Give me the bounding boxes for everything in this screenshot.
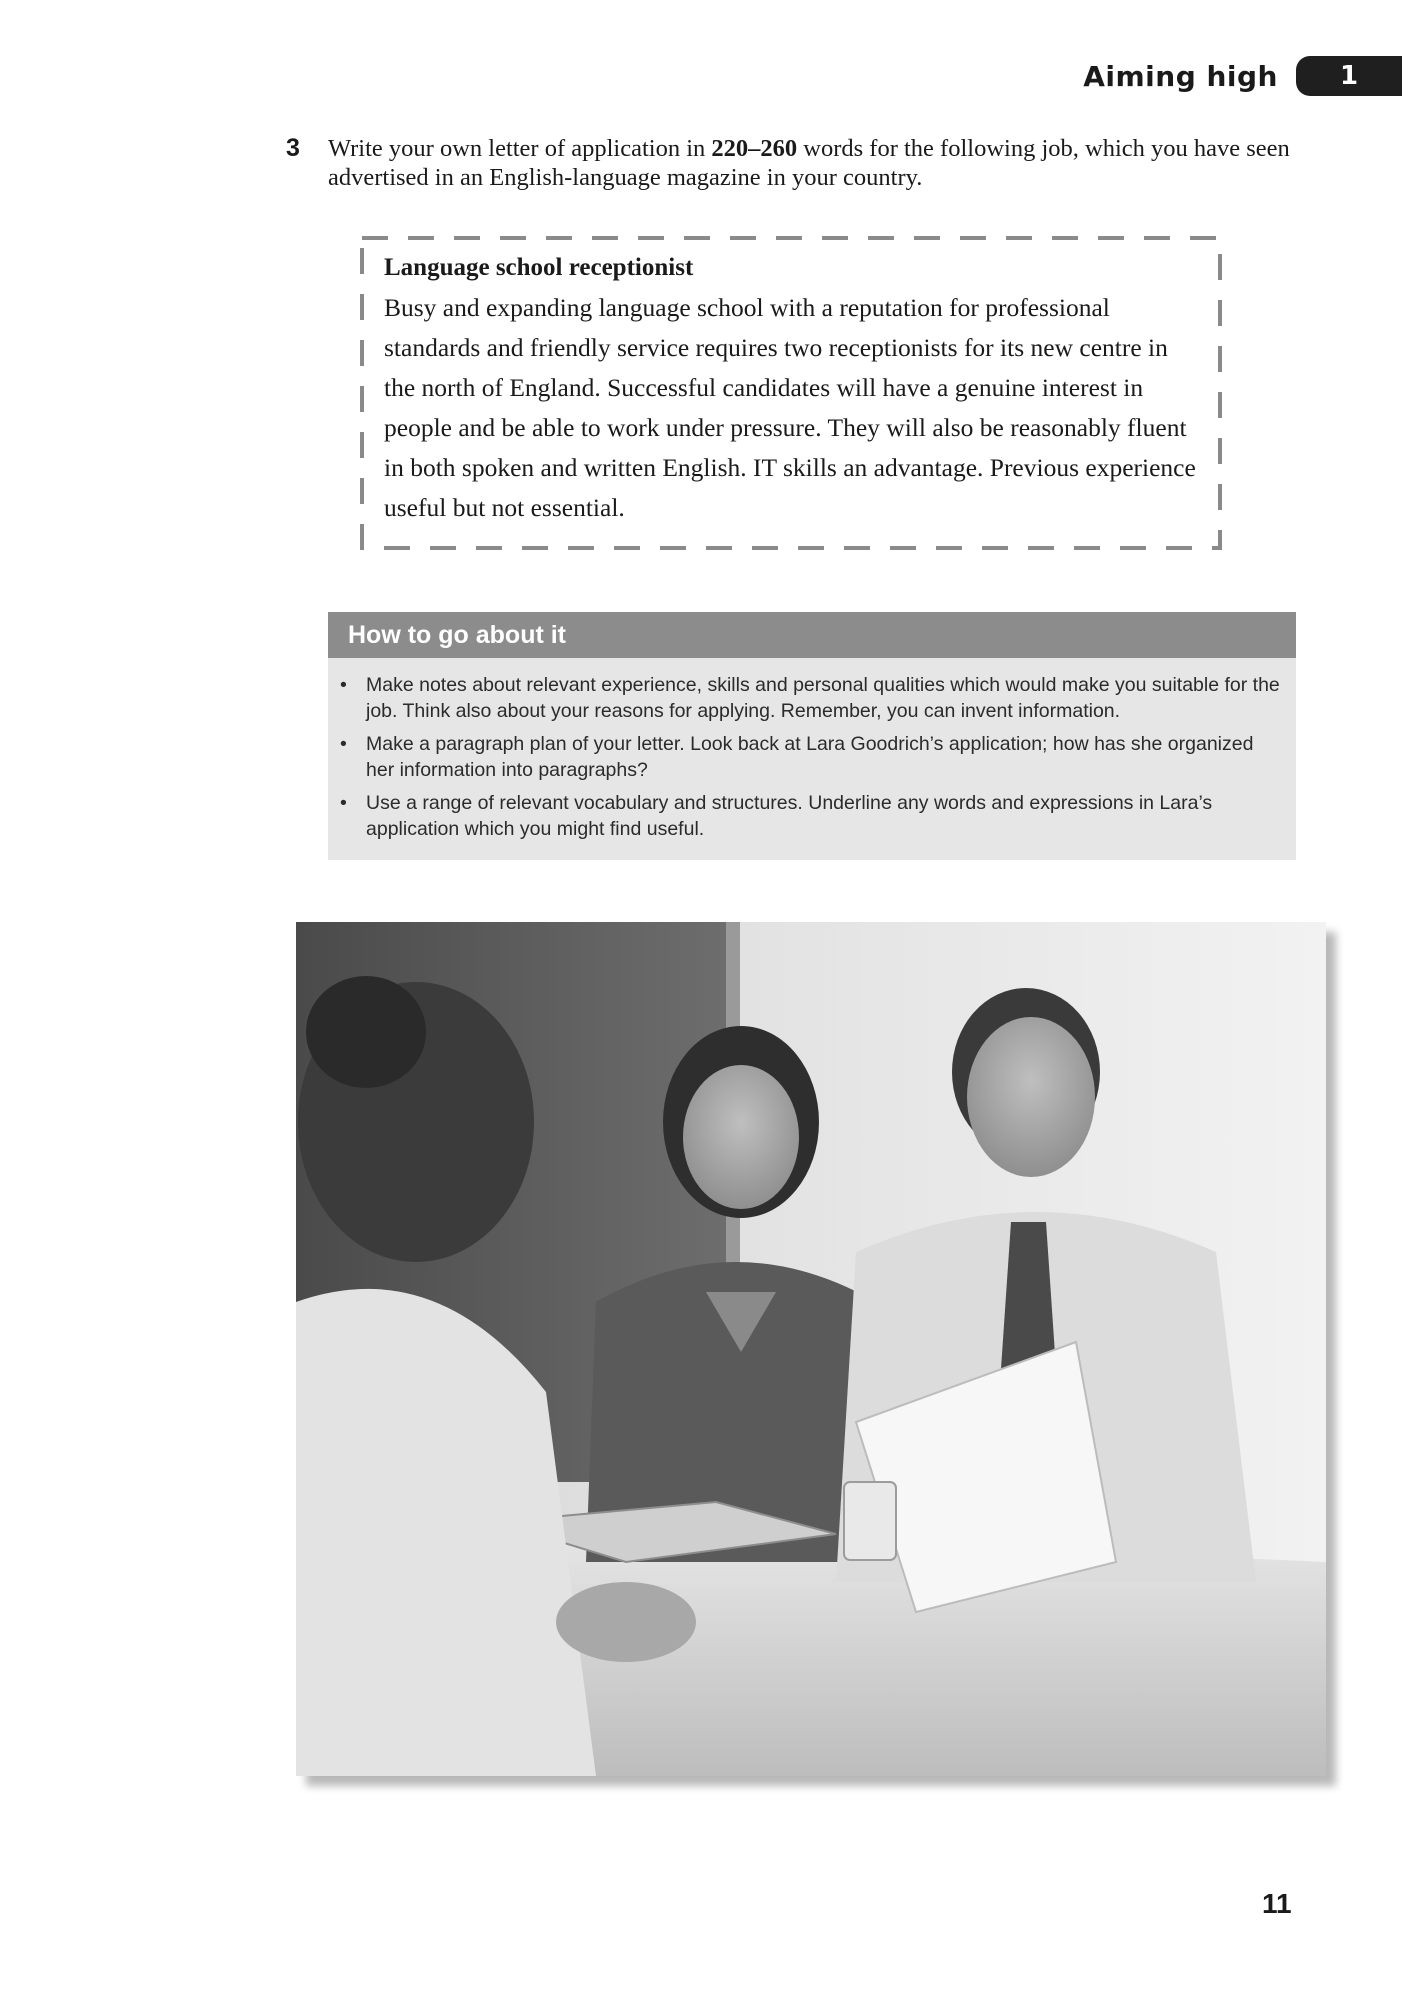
how-to-list <box>328 658 1296 842</box>
unit-number-tab: 1 <box>1296 56 1402 96</box>
how-to-item: • Use a range of relevant vocabulary and structures. Underline any words and expressions in Lara’s application which you might find useful. <box>338 790 1286 842</box>
running-header <box>1083 56 1402 96</box>
task-text-before: Write your own letter of application in <box>328 135 712 162</box>
task-text-after: words for the following job, which you have seen advertised in an English-language magazine in your country. <box>328 135 1290 191</box>
how-to-heading: How to go about it <box>328 612 1296 658</box>
task-number: 3 <box>286 134 300 162</box>
unit-title: Aiming high <box>1083 59 1278 93</box>
job-advert-box <box>360 236 1222 550</box>
how-to-item: • Make a paragraph plan of your letter. Look back at Lara Goodrich’s application; how has she organized her information into paragraphs? <box>338 731 1286 783</box>
how-to-item: • Make notes about relevant experience, skills and personal qualities which would make you suitable for the job. Think also about your reasons for applying. Remember, you can invent information. <box>338 672 1286 724</box>
advert-body: Busy and expanding language school with a reputation for professional standards and friendly service requires two receptionists for its new centre in the north of England. Successful candidates will have a genuine interest in people and be able to work under pressure. They will also be reasonably fluent in both spoken and written English. IT skills an advantage. Previous experience useful but not essential. <box>384 293 1196 522</box>
advert-title: Language school receptionist <box>384 254 694 281</box>
page-number: 11 <box>1262 1888 1292 1919</box>
interview-photo <box>296 922 1326 1776</box>
task-word-range: 220–260 <box>711 135 798 162</box>
task-instruction <box>328 134 1298 192</box>
how-to-box <box>328 612 1296 860</box>
